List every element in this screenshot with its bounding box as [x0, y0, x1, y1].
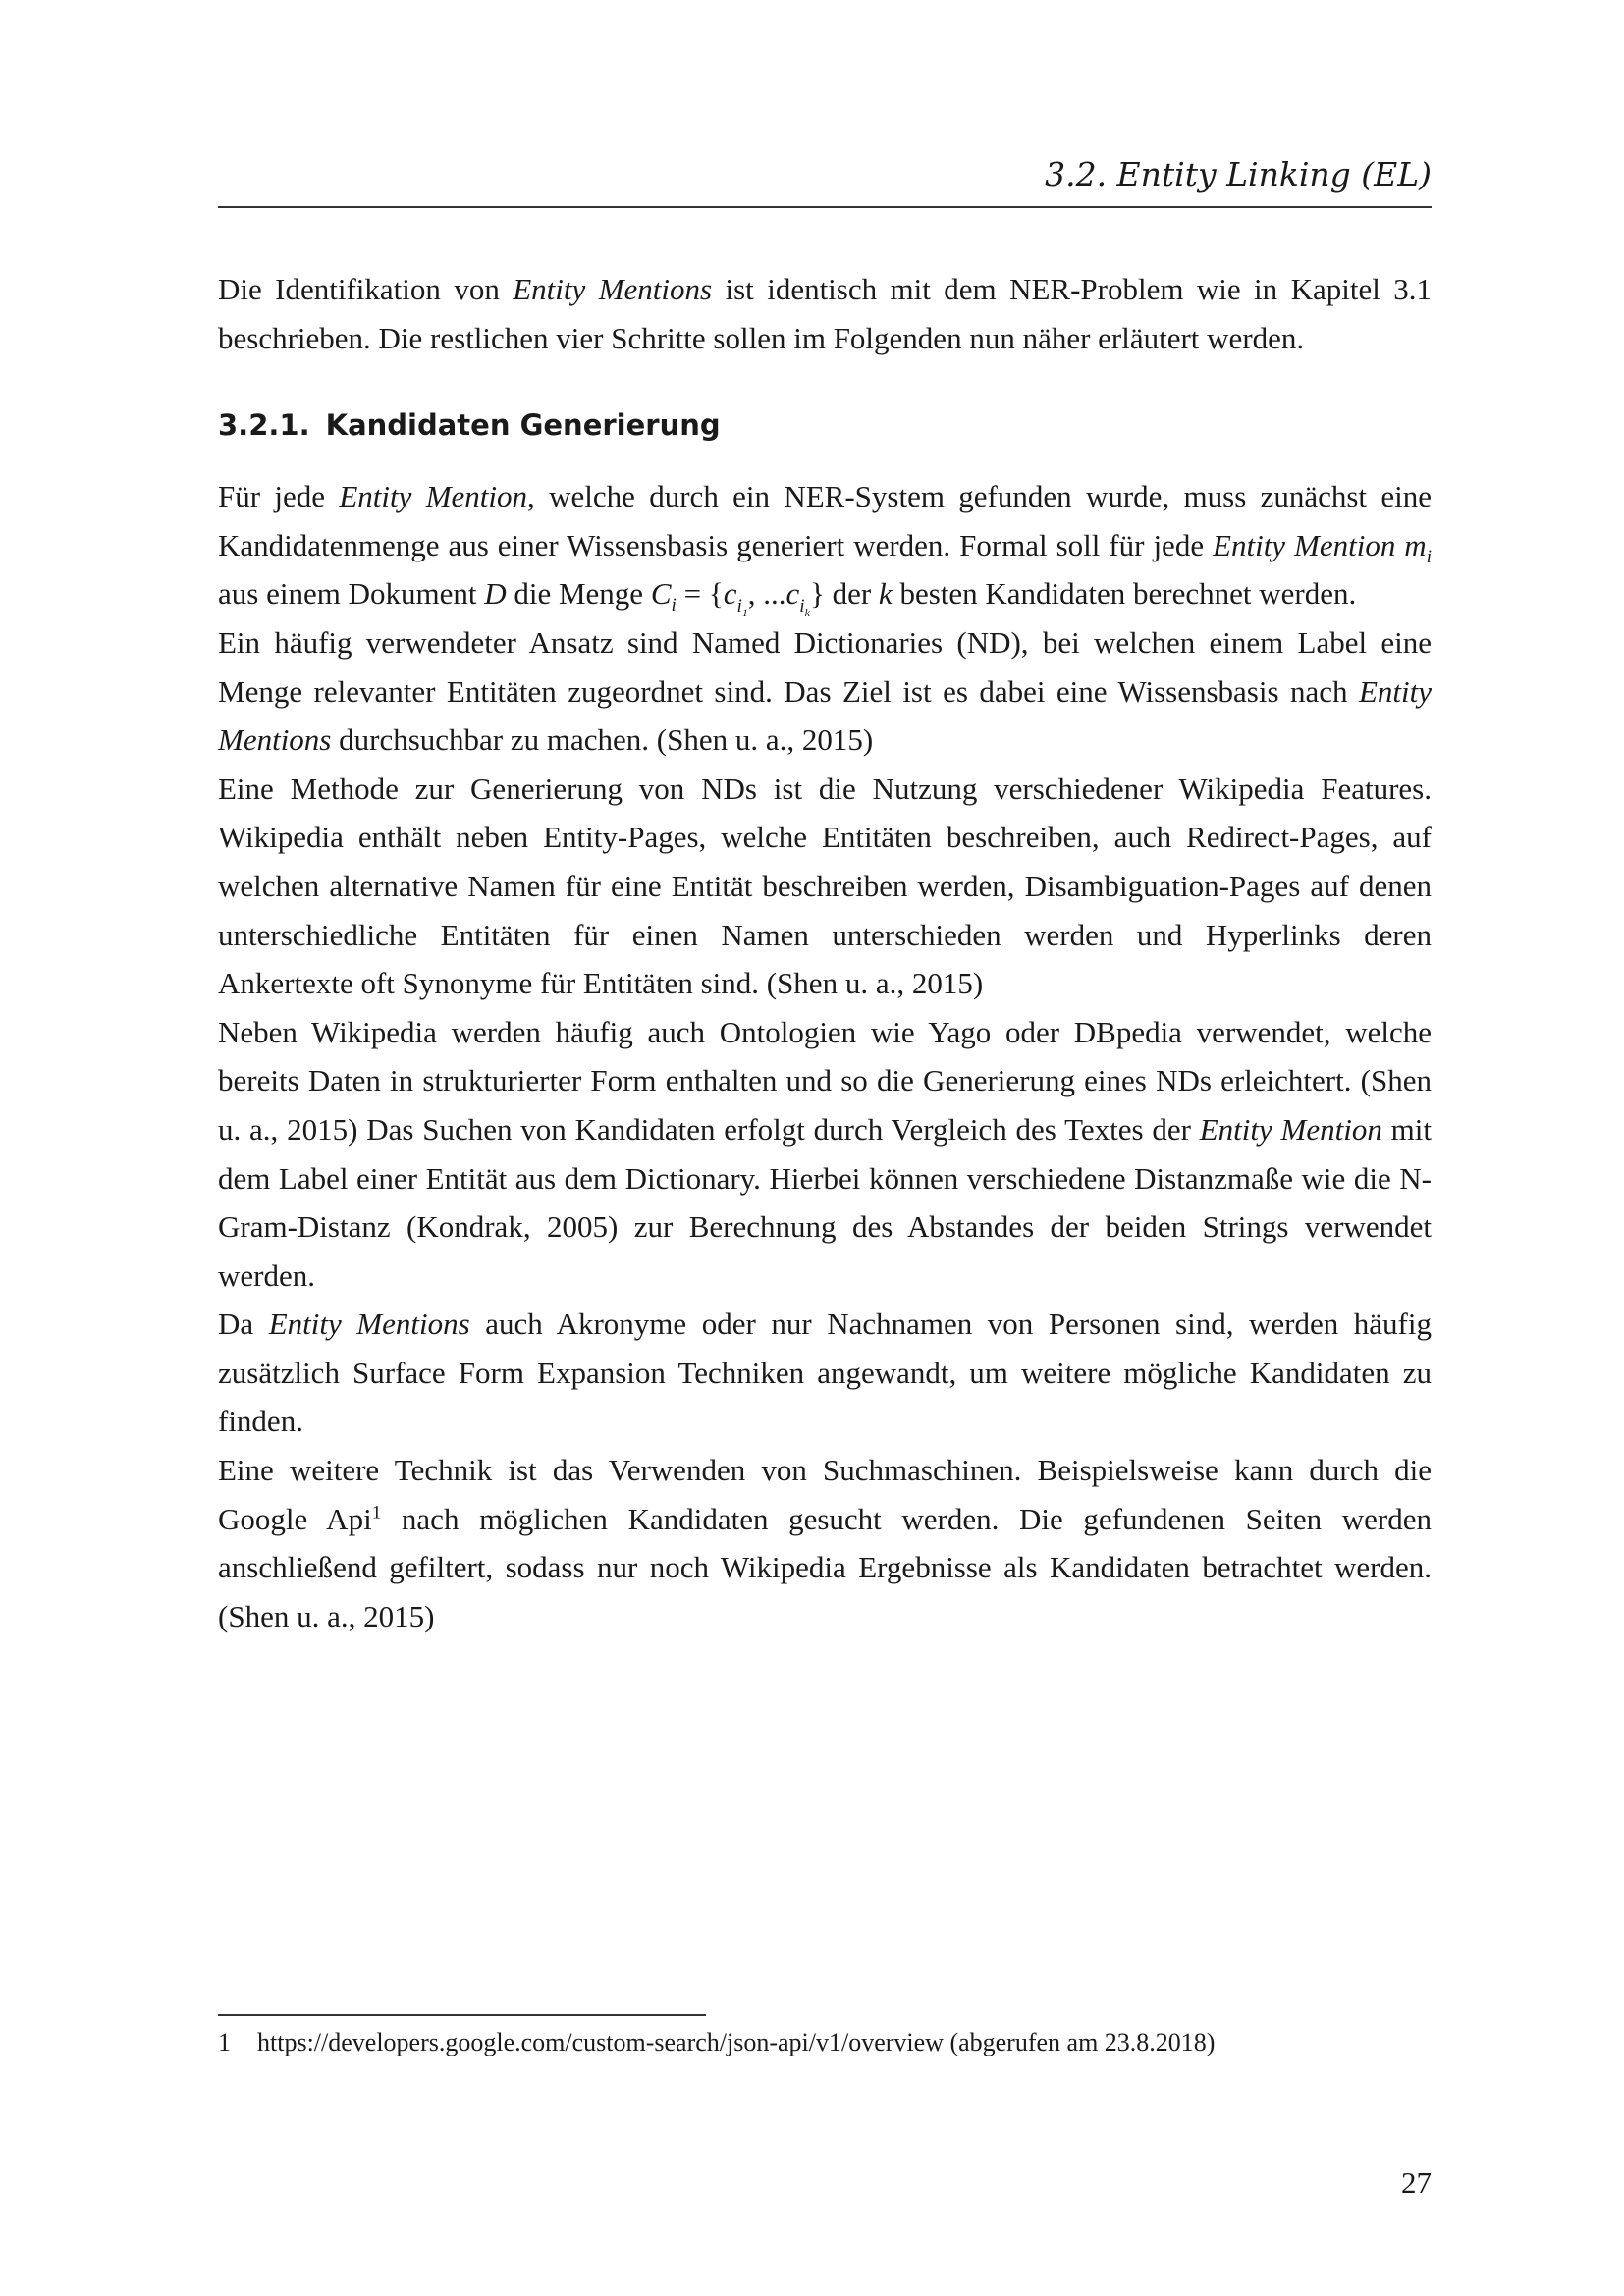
- paragraph-ontologies: [218, 1008, 1432, 1301]
- footnote: [218, 2026, 1432, 2059]
- math-candidate-set: $C_i = \{c_{i_1}$, $...c_{i_k}$}: [650, 576, 825, 619]
- text-run: Neben Wikipedia werden häufig auch Ontologien wie Yago oder DBpedia verwendet, welche bereits Daten in strukturierter Form enthalten und so die Generierung eines NDs erleichtert. (Shen u. a., 2015) Das Suchen von Kandidaten erfolgt durch Vergleich des Textes der: [218, 1014, 1432, 1147]
- intro-paragraph: [218, 265, 1432, 362]
- emphasis: Entity Mention: [1213, 527, 1396, 562]
- text-run: durchsuchbar zu machen. (Shen u. a., 2015): [331, 722, 874, 758]
- section-title: Kandidaten Generierung: [325, 408, 721, 443]
- page-number: 27: [1401, 2165, 1432, 2200]
- paragraph-search-engines: [218, 1446, 1432, 1640]
- running-header: 3.2. Entity Linking (EL): [1045, 155, 1432, 193]
- footnote-number: 1: [218, 2028, 231, 2056]
- emphasis: Entity Mention: [1199, 1111, 1382, 1147]
- emphasis: Entity Mentions: [513, 272, 713, 306]
- header-rule: [218, 206, 1432, 208]
- text-run: aus einem Dokument: [218, 576, 485, 612]
- footnote-marker[interactable]: 1: [371, 1502, 382, 1523]
- text-run: nach möglichen Kandidaten gesucht werden. Die gefundenen Seiten werden anschließend gefiltert, sodass nur noch Wikipedia Ergebnisse als Kandidaten betrachtet werden. (Shen u. a., 2015): [218, 1501, 1432, 1633]
- math-mention: $m_i$: [1404, 527, 1433, 567]
- text-run: auch Akronyme oder nur Nachnamen von Personen sind, werden häufig zusätzlich Surface Form Expansion Techniken angewandt, um weitere mögliche Kandidaten zu finden.: [218, 1307, 1432, 1439]
- paragraph-candidates: [218, 472, 1432, 618]
- math-document: D: [484, 576, 507, 612]
- footnote-rule: [218, 2014, 706, 2016]
- paragraph-named-dictionaries: [218, 618, 1432, 765]
- text-run: , welche durch ein NER-System gefunden wurde, muss zunächst eine Kandidatenmenge aus einer Wissensbasis generiert werden. Formal soll für jede: [218, 479, 1433, 562]
- text-run: die Menge: [506, 576, 651, 612]
- text-run: Ein häufig verwendeter Ansatz sind Named Dictionaries (ND), bei welchen einem Label eine Menge relevanter Entitäten zugeordnet sind. Das Ziel ist es dabei eine Wissensbasis nach: [218, 624, 1432, 709]
- body-text: [218, 265, 1432, 1640]
- text-run: besten Kandidaten berechnet werden.: [892, 576, 1357, 612]
- text-run: Die Identifikation von: [218, 272, 514, 306]
- footnote-link[interactable]: https://developers.google.com/custom-search/json-api/v1/overview (abgerufen am 23.8.2018): [257, 2028, 1216, 2056]
- text-run: Da: [218, 1307, 269, 1342]
- text-run: der: [824, 576, 879, 612]
- emphasis: Entity Mentions: [268, 1307, 470, 1342]
- math-k: k: [878, 576, 893, 612]
- text-run: Für jede: [218, 479, 340, 514]
- section-number: 3.2.1.: [218, 408, 310, 443]
- text-run: mit dem Label einer Entität aus dem Dictionary. Hierbei können verschiedene Distanzmaße wie die N-Gram-Distanz (Kondrak, 2005) zur Berechnung des Abstandes der beiden Strings verwendet werden.: [218, 1111, 1432, 1293]
- emphasis: Entity Mentions: [218, 673, 1432, 758]
- section-heading: [218, 405, 1432, 445]
- text-run: Eine weitere Technik ist das Verwenden von Suchmaschinen. Beispielsweise kann durch die Google Api: [218, 1453, 1432, 1536]
- paragraph-surface-form: [218, 1300, 1432, 1446]
- paragraph-wikipedia-features: Eine Methode zur Generierung von NDs ist die Nutzung verschiedener Wikipedia Features. Wikipedia enthält neben Entity-Pages, welche Entitäten beschreiben, auch Redirect-Pages, auf welchen alternative Namen für eine Entität beschreiben werden, Disambiguation-Pages auf denen unterschiedliche Entitäten für einen Namen unterschieden werden und Hyperlinks deren Ankertexte oft Synonyme für Entitäten sind. (Shen u. a., 2015): [218, 771, 1432, 1001]
- text-run: ist identisch mit dem NER-Problem wie in Kapitel 3.1 beschrieben. Die restlichen vier Schritte sollen im Folgenden nun näher erläutert werden.: [218, 272, 1432, 355]
- emphasis: Entity Mention: [339, 479, 528, 514]
